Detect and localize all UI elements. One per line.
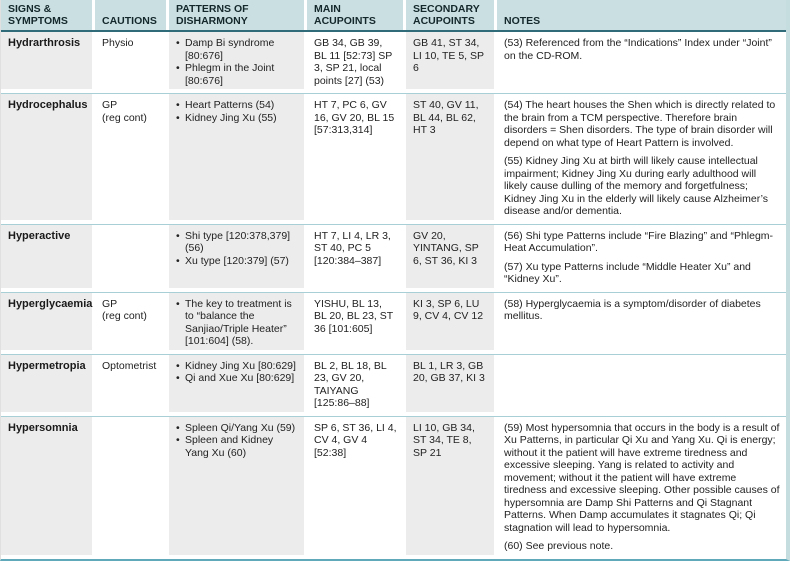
cautions-cell xyxy=(95,225,166,292)
sign-symptom-cell: Hyperglycaemia xyxy=(1,293,92,354)
secondary-acupoints-cell: LI 10, GB 34, ST 34, TE 8, SP 21 xyxy=(406,417,494,559)
column-header-notes: NOTES xyxy=(497,0,786,30)
secondary-acupoints-cell: KI 3, SP 6, LU 9, CV 4, CV 12 xyxy=(406,293,494,354)
note-paragraph: (56) Shi type Patterns include “Fire Blazing” and “Phlegm-Heat Accumulation”. xyxy=(504,229,774,254)
pattern-item: • Spleen and Kidney Yang Xu (60) xyxy=(176,434,298,459)
secondary-acupoints-cell: GV 20, YINTANG, SP 6, ST 36, KI 3 xyxy=(406,225,494,292)
notes-cell xyxy=(497,293,786,354)
table-row xyxy=(1,417,786,559)
secondary-acupoints-cell: GB 41, ST 34, LI 10, TE 5, SP 6 xyxy=(406,32,494,93)
sign-symptom-cell: Hypersomnia xyxy=(1,417,92,559)
caution-line: (reg cont) xyxy=(102,111,147,124)
table-row xyxy=(1,225,786,293)
pattern-item: • Xu type [120:379] (57) xyxy=(176,255,298,268)
cautions-cell xyxy=(95,94,166,224)
column-header-cautions: CAUTIONS xyxy=(95,0,166,30)
cautions-cell xyxy=(95,355,166,416)
pattern-item: • Shi type [120:378,379] (56) xyxy=(176,230,298,255)
pattern-item: • Damp Bi syndrome [80:676] xyxy=(176,37,298,62)
patterns-cell xyxy=(169,94,304,224)
main-acupoints-cell: SP 6, ST 36, LI 4, CV 4, GV 4 [52:38] xyxy=(307,417,403,559)
column-header-patterns-of-disharmony: PATTERNS OF DISHARMONY xyxy=(169,0,304,30)
pattern-item: • Kidney Jing Xu (55) xyxy=(176,112,298,125)
table-row xyxy=(1,293,786,355)
patterns-cell xyxy=(169,32,304,93)
sign-symptom-cell: Hydrocephalus xyxy=(1,94,92,224)
table-body xyxy=(1,32,786,559)
cautions-cell xyxy=(95,32,166,93)
sign-symptom-cell: Hypermetropia xyxy=(1,355,92,416)
table-row xyxy=(1,94,786,225)
pattern-item: • Spleen Qi/Yang Xu (59) xyxy=(176,422,298,435)
pattern-item: • Phlegm in the Joint [80:676] xyxy=(176,62,298,87)
caution-line: Optometrist xyxy=(102,359,157,372)
table-row xyxy=(1,32,786,94)
caution-line: Physio xyxy=(102,37,134,49)
main-acupoints-cell: BL 2, BL 18, BL 23, GV 20, TAIYANG [125:86–88] xyxy=(307,355,403,416)
note-paragraph: (53) Referenced from the “Indications” Index under “Joint” on the CD-ROM. xyxy=(504,37,772,62)
note-paragraph: (57) Xu type Patterns include “Middle Heater Xu” and “Kidney Xu”. xyxy=(504,260,751,285)
main-acupoints-cell: HT 7, PC 6, GV 16, GV 20, BL 15 [57:313,314] xyxy=(307,94,403,224)
caution-line: (reg cont) xyxy=(102,310,147,322)
notes-cell xyxy=(497,417,786,559)
note-paragraph: (54) The heart houses the Shen which is directly related to the brain from a TCM perspective. Therefore brain disorders = Shen disorders. The type of brain disorder will depend on what type of Heart Pattern is involved. xyxy=(504,99,776,149)
note-paragraph: (58) Hyperglycaemia is a symptom/disorder of diabetes mellitus. xyxy=(504,297,761,322)
main-acupoints-cell: YISHU, BL 13, BL 20, BL 23, ST 36 [101:605] xyxy=(307,293,403,354)
pattern-item: • The key to treatment is to “balance the Sanjiao/Triple Heater” [101:604] (58). xyxy=(176,298,298,348)
patterns-cell xyxy=(169,355,304,416)
sign-symptom-cell: Hydrarthrosis xyxy=(1,32,92,93)
main-acupoints-cell: GB 34, GB 39, BL 11 [52:73] SP 3, SP 21, local points [27] (53) xyxy=(307,32,403,93)
note-paragraph: (60) See previous note. xyxy=(504,540,614,552)
sign-symptom-cell: Hyperactive xyxy=(1,225,92,292)
secondary-acupoints-cell: BL 1, LR 3, GB 20, GB 37, KI 3 xyxy=(406,355,494,416)
table-header-row xyxy=(1,0,786,32)
column-header-secondary-acupoints: SECONDARY ACUPOINTS xyxy=(406,0,494,30)
column-header-signs-symptoms: SIGNS & SYMPTOMS xyxy=(1,0,92,30)
pattern-item: • Qi and Xue Xu [80:629] xyxy=(176,372,298,385)
note-paragraph: (55) Kidney Jing Xu at birth will likely cause intellectual impairment; Kidney Jing Xu during early adulthood will likely cause dulling of the memory and forgetfulness; Kidney Jing Xu in the elderly will likely cause Alzheimer’s disease and/or dementia. xyxy=(504,155,768,217)
pattern-item: • Heart Patterns (54) xyxy=(176,99,298,112)
secondary-acupoints-cell: ST 40, GV 11, BL 44, BL 62, HT 3 xyxy=(406,94,494,224)
notes-cell xyxy=(497,355,786,416)
cautions-cell xyxy=(95,417,166,559)
patterns-cell xyxy=(169,293,304,354)
column-header-main-acupoints: MAIN ACUPOINTS xyxy=(307,0,403,30)
caution-line: GP xyxy=(102,297,118,310)
main-acupoints-cell: HT 7, LI 4, LR 3, ST 40, PC 5 [120:384–387] xyxy=(307,225,403,292)
pattern-item: • Kidney Jing Xu [80:629] xyxy=(176,360,298,373)
caution-line: GP xyxy=(102,99,118,111)
notes-cell xyxy=(497,225,786,292)
notes-cell xyxy=(497,94,786,224)
cautions-cell xyxy=(95,293,166,354)
notes-cell xyxy=(497,32,786,93)
patterns-cell xyxy=(169,417,304,559)
table-row xyxy=(1,355,786,417)
note-paragraph: (59) Most hypersomnia that occurs in the body is a result of Xu Patterns, in particular Qi Xu and Yang Xu. Qi is energy; without it the patient will have extreme tiredness and excessive sleeping. Yang is related to activity and movement; without it the patient will have extreme tiredness and excessive sleeping. Other possible causes of hypersomnia are Damp Shi Patterns and Qi Stagnant Patterns. When Damp accumulates it stagnates Qi; Qi stagnation will lead to hypersomnia. xyxy=(504,421,780,534)
patterns-cell xyxy=(169,225,304,292)
